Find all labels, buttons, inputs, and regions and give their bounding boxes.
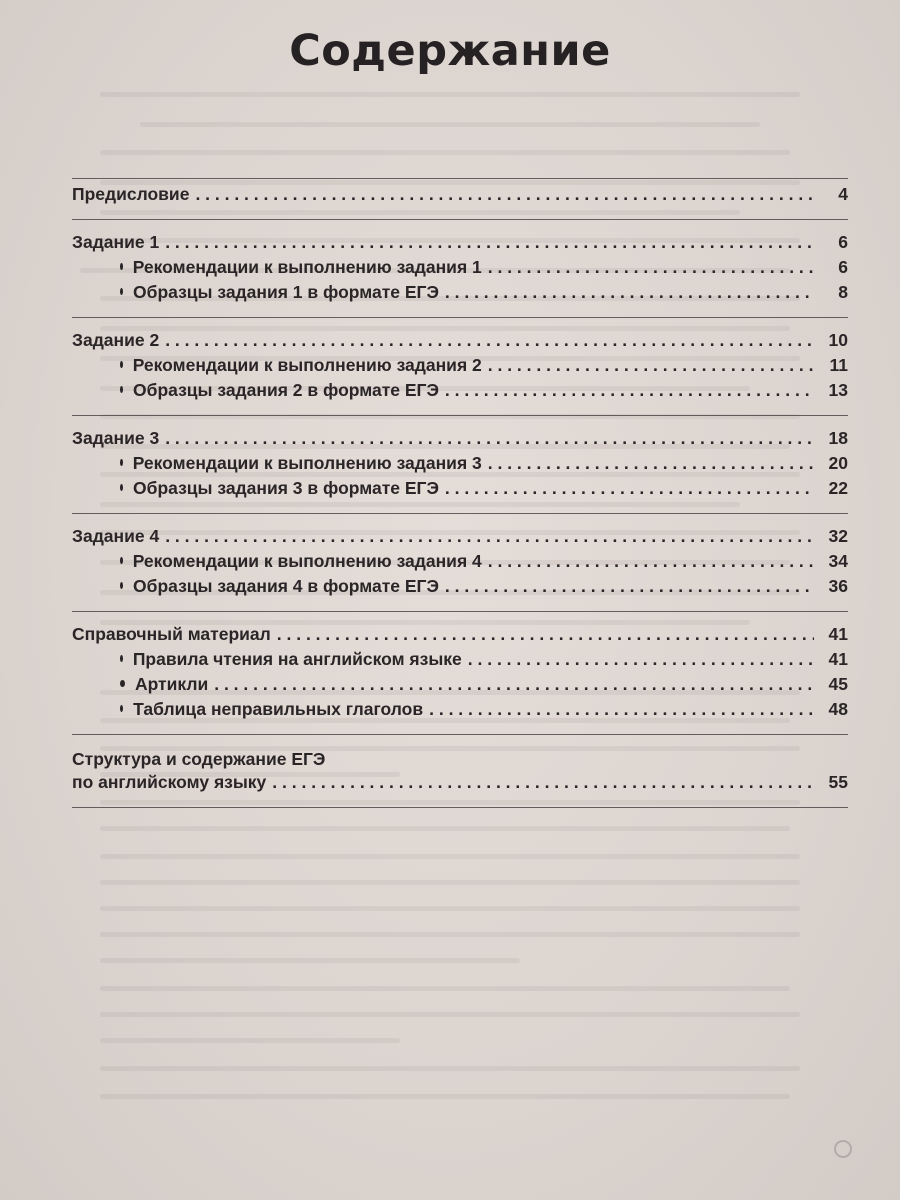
toc-subentry-page: 6 xyxy=(838,257,848,277)
toc-subentry-label: Артикли xyxy=(134,674,209,694)
dot-leader xyxy=(165,526,814,547)
toc-entry-page: 32 xyxy=(828,526,848,546)
dot-leader xyxy=(445,282,814,303)
section-divider xyxy=(72,219,848,220)
bullet-icon xyxy=(120,361,123,368)
bullet-icon xyxy=(120,655,123,662)
section-divider xyxy=(72,317,848,318)
bullet-icon xyxy=(120,680,125,687)
toc-subentry[interactable] xyxy=(72,551,848,576)
dot-leader xyxy=(429,699,814,720)
section-divider xyxy=(72,415,848,416)
bullet-icon xyxy=(120,459,123,466)
dot-leader xyxy=(488,257,814,278)
dot-leader xyxy=(272,772,814,793)
toc-entry-label: Предисловие xyxy=(72,184,190,204)
toc-section-preface xyxy=(72,184,848,209)
section-divider xyxy=(72,807,848,808)
dot-leader xyxy=(468,649,814,670)
toc-subentry-label: Образцы задания 3 в формате ЕГЭ xyxy=(133,478,439,498)
toc-entry-reference[interactable] xyxy=(72,624,848,649)
toc-subentry-label: Рекомендации к выполнению задания 3 xyxy=(132,453,482,473)
toc-subentry-page: 36 xyxy=(828,576,848,596)
section-divider xyxy=(72,611,848,612)
page-title: Содержание xyxy=(289,26,611,76)
toc-section-exam-structure xyxy=(72,747,848,797)
toc-entry-task-1[interactable] xyxy=(72,232,848,257)
toc-entry-task-4[interactable] xyxy=(72,526,848,551)
toc-subentry[interactable] xyxy=(72,257,848,282)
toc-subentry-label: Правила чтения на английском языке xyxy=(132,649,462,669)
toc-subentry-page: 48 xyxy=(828,699,848,719)
bullet-icon xyxy=(120,386,123,393)
toc-subentry[interactable] xyxy=(72,576,848,601)
toc-entry-page: 6 xyxy=(838,232,848,252)
toc-entry-label: Задание 3 xyxy=(72,428,160,448)
dot-leader xyxy=(165,330,814,351)
toc-entry-label: Задание 2 xyxy=(72,330,160,350)
toc-subentry-page: 13 xyxy=(828,380,848,400)
dot-leader xyxy=(165,428,814,449)
bullet-icon xyxy=(120,263,123,270)
bullet-icon xyxy=(120,484,123,491)
toc-section-task-3 xyxy=(72,428,848,503)
toc-subentry[interactable] xyxy=(72,355,848,380)
toc-section-task-2 xyxy=(72,330,848,405)
toc-entry-label: по английскому языку xyxy=(72,772,267,792)
toc-subentry-label: Рекомендации к выполнению задания 1 xyxy=(132,257,482,277)
toc-subentry[interactable] xyxy=(72,649,848,674)
toc-entry-page: 10 xyxy=(828,330,848,350)
toc-entry-task-2[interactable] xyxy=(72,330,848,355)
toc-subentry-page: 41 xyxy=(828,649,848,669)
toc-subentry[interactable] xyxy=(72,453,848,478)
dot-leader xyxy=(445,380,814,401)
toc-entry-task-3[interactable] xyxy=(72,428,848,453)
toc-top-rule xyxy=(72,178,848,179)
dot-leader xyxy=(445,576,814,597)
toc-subentry[interactable] xyxy=(72,674,848,699)
toc-subentry-page: 20 xyxy=(828,453,848,473)
toc-entry-page: 55 xyxy=(828,772,848,792)
toc-subentry-page: 34 xyxy=(828,551,848,571)
toc-subentry-page: 22 xyxy=(828,478,848,498)
toc-entry-preface[interactable] xyxy=(72,184,848,209)
toc-section-task-1 xyxy=(72,232,848,307)
toc-entry-label: Задание 4 xyxy=(72,526,160,546)
toc-section-reference xyxy=(72,624,848,724)
toc-subentry-label: Таблица неправильных глаголов xyxy=(133,699,424,719)
toc-entry-label: Задание 1 xyxy=(72,232,160,252)
dot-leader xyxy=(488,551,814,572)
toc-subentry[interactable] xyxy=(72,380,848,405)
toc-subentry-label: Образцы задания 1 в формате ЕГЭ xyxy=(133,282,439,302)
dot-leader xyxy=(165,232,814,253)
toc-entry-label: Справочный материал xyxy=(72,624,271,644)
toc-entry-page: 18 xyxy=(828,428,848,448)
dot-leader xyxy=(445,478,814,499)
dot-leader xyxy=(195,184,814,205)
toc-entry-page: 4 xyxy=(838,184,848,204)
dot-leader xyxy=(277,624,814,645)
toc-subentry-label: Рекомендации к выполнению задания 2 xyxy=(132,355,482,375)
toc-entry-exam-structure-line1[interactable]: Структура и содержание ЕГЭ xyxy=(72,749,326,769)
toc-section-task-4 xyxy=(72,526,848,601)
toc-subentry-page: 45 xyxy=(828,674,848,694)
table-of-contents xyxy=(72,178,848,820)
dot-leader xyxy=(214,674,814,695)
bullet-icon xyxy=(120,582,123,589)
section-divider xyxy=(72,734,848,735)
toc-entry-exam-structure[interactable] xyxy=(72,772,848,797)
dot-leader xyxy=(488,453,814,474)
toc-subentry[interactable] xyxy=(72,699,848,724)
toc-subentry-page: 11 xyxy=(829,355,848,375)
toc-subentry[interactable] xyxy=(72,478,848,503)
toc-entry-page: 41 xyxy=(828,624,848,644)
bullet-icon xyxy=(120,705,123,712)
bullet-icon xyxy=(120,557,123,564)
page-corner-mark xyxy=(834,1140,852,1158)
toc-subentry-label: Образцы задания 4 в формате ЕГЭ xyxy=(133,576,439,596)
toc-subentry-label: Рекомендации к выполнению задания 4 xyxy=(132,551,482,571)
dot-leader xyxy=(488,355,814,376)
section-divider xyxy=(72,513,848,514)
toc-subentry[interactable] xyxy=(72,282,848,307)
toc-subentry-page: 8 xyxy=(838,282,848,302)
toc-subentry-label: Образцы задания 2 в формате ЕГЭ xyxy=(133,380,439,400)
bullet-icon xyxy=(120,288,123,295)
